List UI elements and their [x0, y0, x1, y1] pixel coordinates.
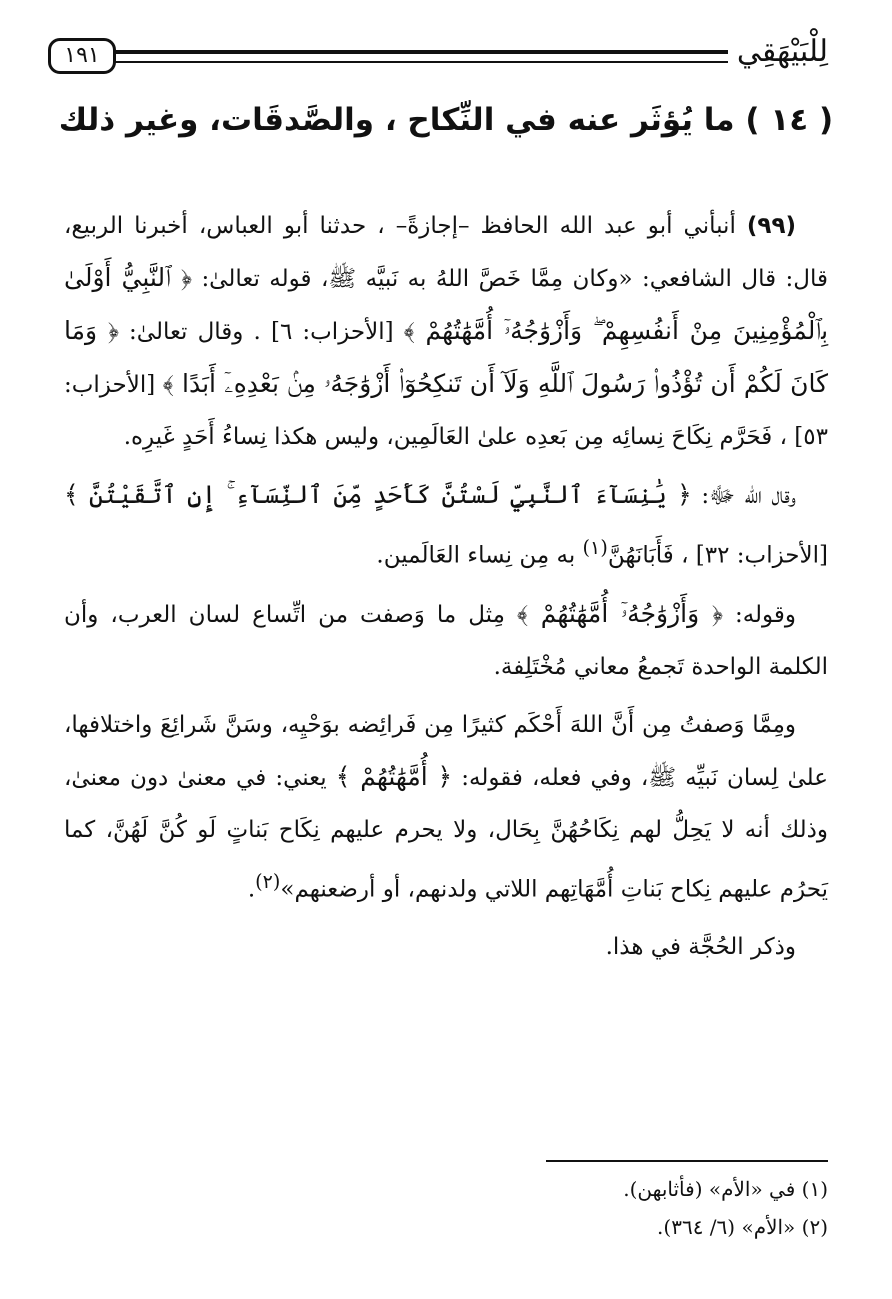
footnotes [64, 1170, 828, 1246]
footnote-separator [546, 1160, 828, 1162]
paragraph-99 [64, 200, 828, 463]
paragraph-5 [64, 921, 828, 973]
quran-verse: ﴿ وَمَا كَانَ لَكُمْ أَن تُؤْذُوا۟ رَسُولَ ٱللَّهِ وَلَآ أَن تَنكِحُوٓا۟ أَزْوَٰجَهُۥ مِنۢ بَعْدِهِۦٓ أَبَدًا ﴾ [64, 316, 828, 398]
verse-reference: [الأحزاب: ٥٣] ، [64, 372, 828, 450]
paragraph-text: مِثل ما وَصفت من اتِّساع لسان العرب، وأن الكلمة الواحدة تَجمعُ معاني مُخْتَلِفة. [64, 601, 828, 680]
paragraph-text: ومِمَّا وَصفتُ مِن أَنَّ اللهَ أَحْكَم كثيرًا مِن فَرائِضه بوَحْيِه، وسَنَّ شَرائِعَ واختلافها، علىٰ لِسان نَبيِّه ﷺ، وفي فعله، فقوله: [64, 711, 829, 791]
verse-reference: [الأحزاب: ٣٢] ، [681, 542, 828, 569]
quran-verse: ﴿ وَأَزْوَٰجُهُۥٓ أُمَّهَٰتُهُمْ ﴾ [516, 598, 723, 628]
footnote-marker: (١) [582, 536, 608, 559]
running-header [48, 28, 828, 88]
paragraph-text: وقال الله ﷻ: [701, 483, 796, 509]
header-rule [114, 50, 728, 63]
main-text [64, 200, 828, 979]
paragraph-text: وذكر الحُجَّة في هذا. [605, 934, 796, 961]
paragraph-text: يعني: في معنىٰ دون معنىٰ، وذلك أنه لا يَحِلُّ لهم نِكَاحُهُنَّ بِحَال، ولا يحرم عليهم نِكَاح بَناتٍ لَو كُنَّ لَهُنَّ، كما يَحرُم عليهم نِكاح بَناتِ أُمَّهَاتِهم اللاتي ولدنهم، أو أرضعنهم» [64, 764, 828, 903]
footnote-marker: (٢) [255, 869, 281, 893]
paragraph-text: أنبأني أبو عبد الله الحافظ –إجازةً– ، حدثنا أبو العباس، أخبرنا الربيع، قال: قال الشافعي: «وكان مِمَّا خَصَّ اللهُ به نَبيَّه ﷺ، قوله تعالىٰ: [64, 213, 829, 292]
paragraph-text: وقال تعالىٰ: [129, 319, 244, 345]
quran-verse: ﴿ يَٰنِسَآءَ ٱلنَّبِيِّ لَسْتُنَّ كَأَحَدٍ مِّنَ ٱلنِّسَآءِ ۚ إِنِ ٱتَّقَيْتُنَّ ﴾ [64, 480, 692, 509]
paragraph-text: فَحَرَّم نِكَاحَ نِسائِه مِن بَعدِه علىٰ العَالَمِين، وليس هكذا نِساءُ أَحَدٍ غَيرِه. [123, 424, 773, 450]
paragraph-text: . [247, 876, 256, 903]
footnote-2: (٢) «الأم» (٦/ ٣٦٤). [657, 1215, 828, 1239]
book-title: لِلْبَيْهَقِي [736, 34, 828, 69]
quran-verse: ﴿ ٱلنَّبِيُّ أَوْلَىٰ بِٱلْمُؤْمِنِينَ مِنْ أَنفُسِهِمْ ۖ وَأَزْوَٰجُهُۥٓ أُمَّهَٰتُهُمْ ﴾ [64, 263, 829, 345]
paragraph-2 [64, 469, 828, 582]
section-title: ( ١٤ ) ما يُؤثَر عنه في النِّكاح ، والصَّدقَات، وغير ذلك [58, 102, 834, 138]
footnote-1: (١) في «الأم» (فأثابهن). [623, 1177, 828, 1201]
paragraph-4 [64, 699, 828, 916]
verse-reference: [الأحزاب: ٦] . [253, 319, 394, 345]
paragraph-text: وقوله: [734, 601, 797, 628]
page-number: ١٩١ [48, 38, 116, 74]
paragraph-text: فَأَبَانَهُنَّ [607, 542, 674, 569]
hadith-number: (٩٩) [746, 213, 796, 239]
paragraph-text: به مِن نِساء العَالَمين. [376, 542, 576, 569]
paragraph-3 [64, 588, 828, 693]
quran-verse: ﴿ أُمَّهَٰتُهُمْ ﴾ [335, 761, 453, 791]
